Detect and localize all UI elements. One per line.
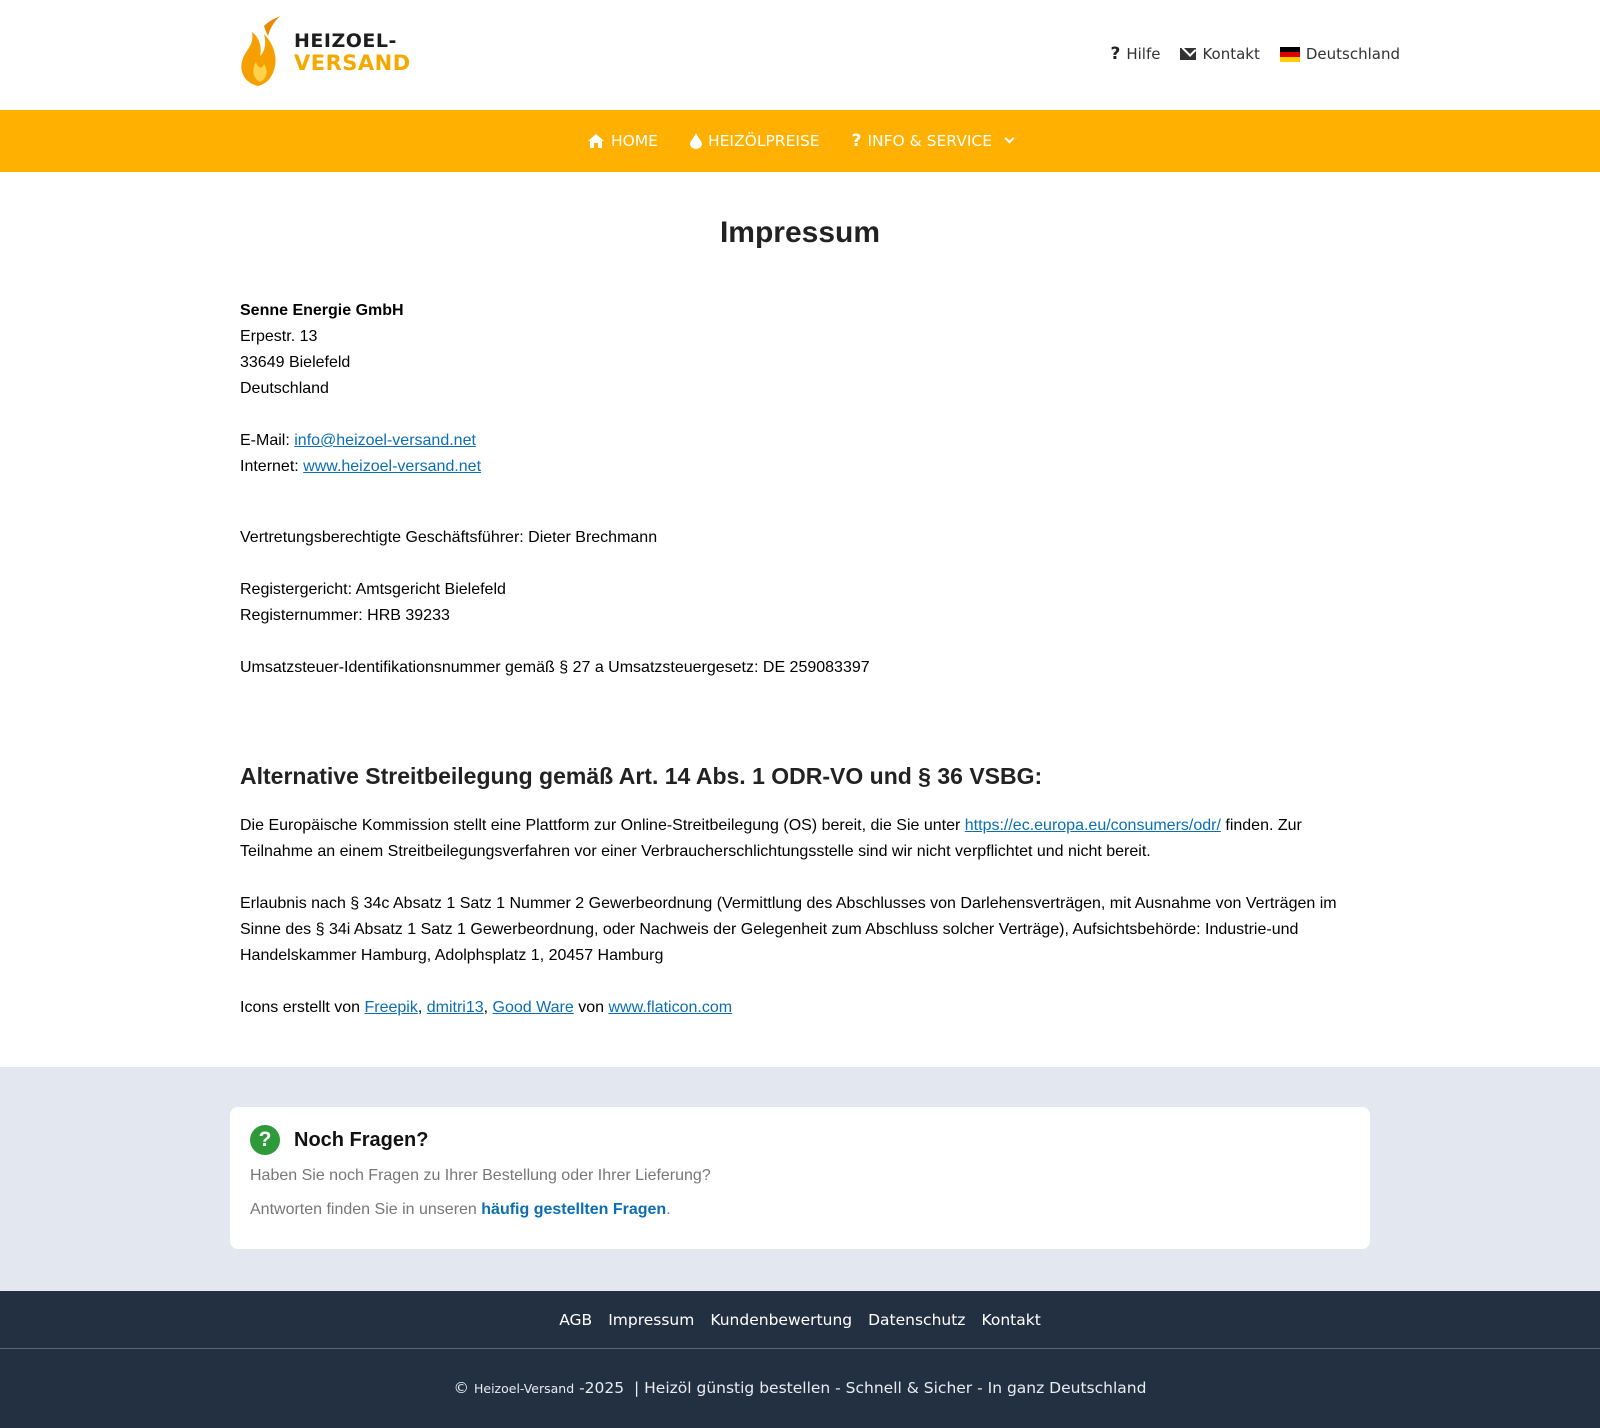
faq-section [0, 1067, 1600, 1291]
logo-line2: VERSAND [294, 51, 411, 75]
impressum-body [240, 298, 1370, 1021]
site-logo[interactable] [236, 16, 411, 88]
faq-link[interactable]: häufig gestellten Fragen [481, 1201, 667, 1218]
dispute-text-before: Die Europäische Kommission stellt eine Plattform zur Online-Streitbeilegung (OS) bereit, die Sie unter [240, 817, 965, 834]
footer-link-kundenbewertung[interactable]: Kundenbewertung [710, 1310, 853, 1329]
question-icon: ? [1110, 44, 1121, 64]
help-label: Hilfe [1126, 45, 1161, 63]
nav-info-label: INFO & SERVICE [867, 132, 993, 150]
icons-prefix: Icons erstellt von [240, 999, 365, 1016]
faq-text: Haben Sie noch Fragen zu Ihrer Bestellung oder Ihrer Lieferung? [250, 1167, 711, 1184]
footer-brand: Heizoel-Versand [473, 1381, 575, 1396]
main-content [240, 172, 1370, 1021]
footer-link-agb[interactable]: AGB [559, 1310, 593, 1329]
permit-text: Erlaubnis nach § 34c Absatz 1 Satz 1 Nummer 2 Gewerbeordnung (Vermittlung des Abschlusses von Darlehensverträgen, mit Ausnahme von Verträgen im Sinne des § 34i Absatz 1 Satz 1 Gewerbeordnung, oder Nachweis der Gelegenheit zum Abschluss solcher Verträge), Aufsichtsbehörde: Industrie-und Handelskammer Hamburg, Adolphsplatz 1, 20457 Hamburg [240, 895, 1337, 964]
faq-card [230, 1107, 1370, 1249]
contact-link[interactable] [1180, 44, 1259, 64]
footer-links [0, 1291, 1600, 1349]
main-nav [0, 110, 1600, 172]
country: Deutschland [240, 380, 329, 397]
credit-link-dmitri13[interactable]: dmitri13 [426, 999, 484, 1016]
home-icon [587, 133, 605, 149]
footer-link-datenschutz[interactable]: Datenschutz [868, 1310, 966, 1329]
credit-link-flaticon[interactable]: www.flaticon.com [608, 999, 733, 1016]
faq-header [250, 1125, 1350, 1155]
company-name: Senne Energie GmbH [240, 302, 404, 319]
nav-prices-label: HEIZÖLPREISE [707, 132, 820, 150]
vat-id: Umsatzsteuer-Identifikationsnummer gemäß § 27 a Umsatzsteuergesetz: DE 259083397 [240, 659, 870, 676]
question-circle-icon: ? [250, 1125, 280, 1155]
nav-prices[interactable] [690, 132, 820, 150]
icons-sep: , [483, 999, 493, 1016]
chevron-down-icon [1005, 134, 1015, 144]
website-link[interactable]: www.heizoel-versand.net [303, 458, 482, 475]
internet-label: Internet: [240, 458, 304, 475]
footer-link-impressum[interactable]: Impressum [608, 1310, 695, 1329]
envelope-icon [1180, 48, 1196, 60]
credit-link-freepik[interactable]: Freepik [364, 999, 418, 1016]
drop-icon [690, 133, 702, 149]
country-selector[interactable] [1280, 44, 1400, 64]
page-title: Impressum [719, 216, 881, 249]
german-flag-icon [1280, 47, 1300, 62]
footer-link-kontakt[interactable]: Kontakt [981, 1310, 1041, 1329]
internet-line [240, 454, 1370, 480]
contact-label: Kontakt [1202, 45, 1260, 63]
country-label: Deutschland [1305, 45, 1400, 63]
question-icon: ? [851, 131, 862, 151]
register-number: Registernummer: HRB 39233 [240, 607, 450, 624]
logo-wordmark [294, 30, 411, 74]
icon-credits [240, 995, 1370, 1021]
city: 33649 Bielefeld [240, 354, 351, 371]
street: Erpestr. 13 [240, 328, 318, 345]
email-link[interactable]: info@heizoel-versand.net [294, 432, 476, 449]
flame-icon [236, 16, 288, 88]
dispute-text-after: finden. Zur Teilnahme an einem Streitbeilegungsverfahren vor einer Verbraucherschlichtungsstelle sind wir nicht verpflichtet und nicht bereit. [240, 817, 1302, 860]
faq-title: Noch Fragen? [294, 1128, 429, 1151]
footer-tagline: | Heizöl günstig bestellen - Schnell & Sicher - In ganz Deutschland [633, 1379, 1147, 1397]
faq-answer-after: . [666, 1201, 671, 1218]
icons-von: von [573, 999, 609, 1016]
faq-answer-line [250, 1201, 1350, 1219]
nav-info-service[interactable] [852, 131, 1013, 151]
faq-answer-before: Antworten finden Sie in unseren [250, 1201, 482, 1218]
logo-line1: HEIZOEL- [294, 30, 397, 52]
odr-link[interactable]: https://ec.europa.eu/consumers/odr/ [964, 817, 1221, 834]
site-header [0, 0, 1600, 110]
help-link[interactable] [1110, 44, 1160, 64]
dispute-heading: Alternative Streitbeilegung gemäß Art. 14 Abs. 1 ODR-VO und § 36 VSBG: [240, 763, 1043, 789]
copyright-symbol: © [453, 1379, 470, 1397]
managing-director: Vertretungsberechtigte Geschäftsführer: Dieter Brechmann [240, 529, 658, 546]
dispute-text [240, 813, 1370, 865]
utility-nav [1110, 44, 1400, 64]
nav-home-label: HOME [610, 132, 658, 150]
email-line [240, 428, 1370, 454]
email-label: E-Mail: [240, 432, 295, 449]
credit-link-goodware[interactable]: Good Ware [492, 999, 574, 1016]
register-court: Registergericht: Amtsgericht Bielefeld [240, 581, 506, 598]
nav-home[interactable] [587, 132, 658, 150]
site-footer [0, 1291, 1600, 1428]
footer-year: -2025 [579, 1379, 625, 1397]
icons-sep: , [417, 999, 427, 1016]
footer-copyright [0, 1349, 1600, 1397]
